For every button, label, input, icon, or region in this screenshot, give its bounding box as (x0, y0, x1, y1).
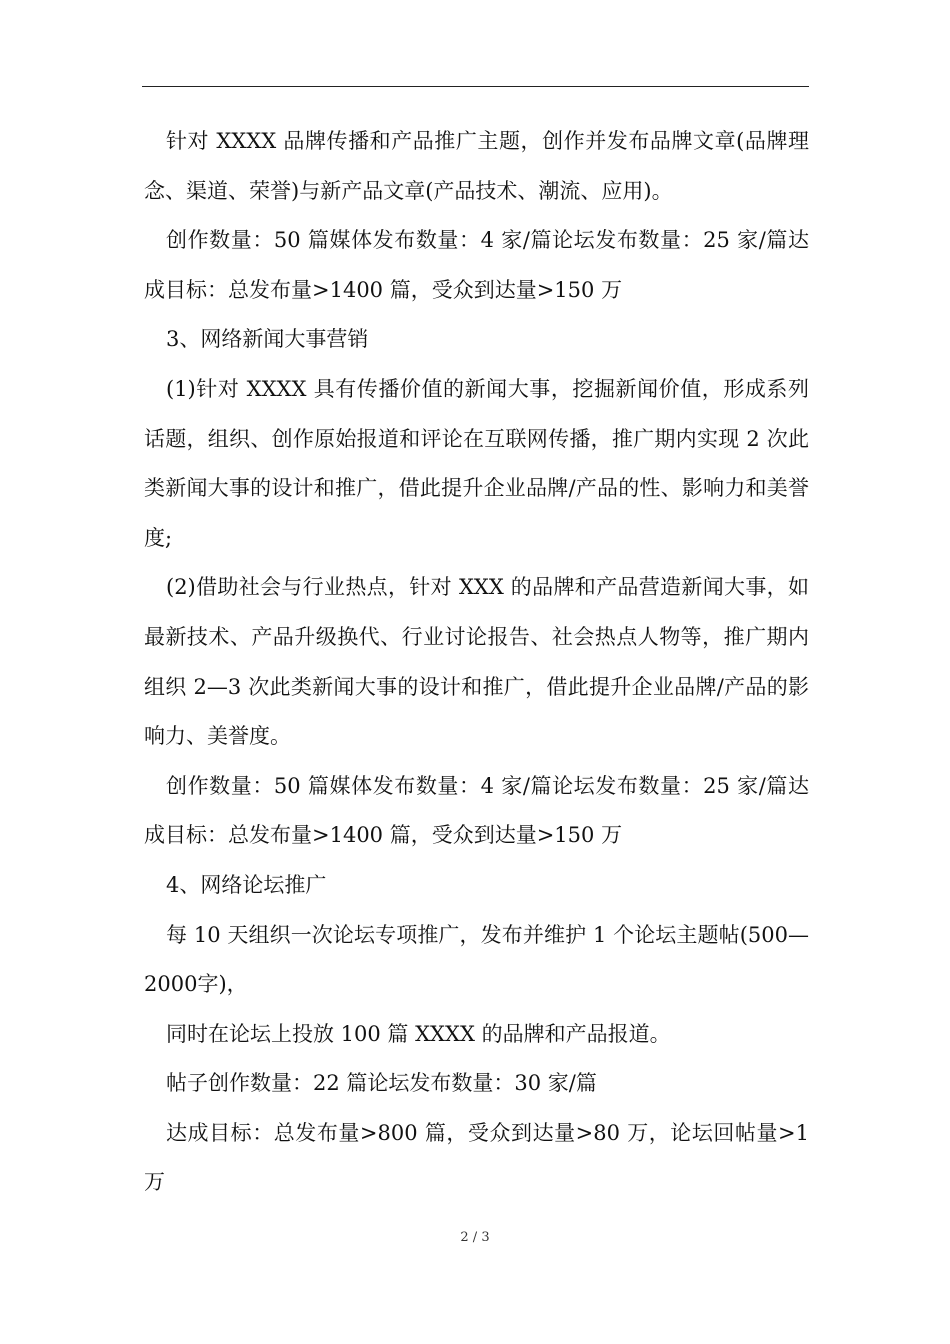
section-heading-news-marketing: 3、网络新闻大事营销 (166, 327, 369, 352)
header-rule (142, 86, 809, 87)
paragraph-forum-reports: 同时在论坛上投放 100 篇 XXXX 的品牌和产品报道。 (166, 1021, 671, 1046)
document-body (144, 117, 809, 1208)
paragraph-creation-stats-1: 创作数量：50 篇媒体发布数量：4 家/篇论坛发布数量：25 家/篇达成目标：总发布量>1400 篇，受众到达量>150 万 (144, 228, 809, 302)
paragraph-news-event-2: (2)借助社会与行业热点，针对 XXX 的品牌和产品营造新闻大事，如最新技术、产品升级换代、行业讨论报告、社会热点人物等，推广期内组织 2—3 次此类新闻大事的设计和推广，借此提升企业品牌/产品的影响力、美誉度。 (144, 575, 809, 749)
page-number: 2 / 3 (460, 1230, 490, 1245)
paragraph-creation-stats-2: 创作数量：50 篇媒体发布数量：4 家/篇论坛发布数量：25 家/篇达成目标：总发布量>1400 篇，受众到达量>150 万 (144, 773, 809, 848)
section-heading-forum-promotion: 4、网络论坛推广 (166, 872, 327, 897)
paragraph-news-event-1: (1)针对 XXXX 具有传播价值的新闻大事，挖掘新闻价值，形成系列话题，组织、创作原始报道和评论在互联网传播，推广期内实现 2 次此类新闻大事的设计和推广，借此提升企业品牌/产品的性、影响力和美誉度; (144, 376, 809, 550)
paragraph-brand-articles: 针对 XXXX 品牌传播和产品推广主题，创作并发布品牌文章(品牌理念、渠道、荣誉)与新产品文章(产品技术、潮流、应用)。 (144, 129, 809, 203)
paragraph-post-stats: 帖子创作数量：22 篇论坛发布数量：30 家/篇 (166, 1071, 597, 1096)
paragraph-forum-goals: 达成目标：总发布量>800 篇，受众到达量>80 万，论坛回帖量>1 万 (144, 1120, 809, 1195)
paragraph-forum-schedule: 每 10 天组织一次论坛专项推广，发布并维护 1 个论坛主题帖(500—2000字)， (144, 922, 809, 997)
